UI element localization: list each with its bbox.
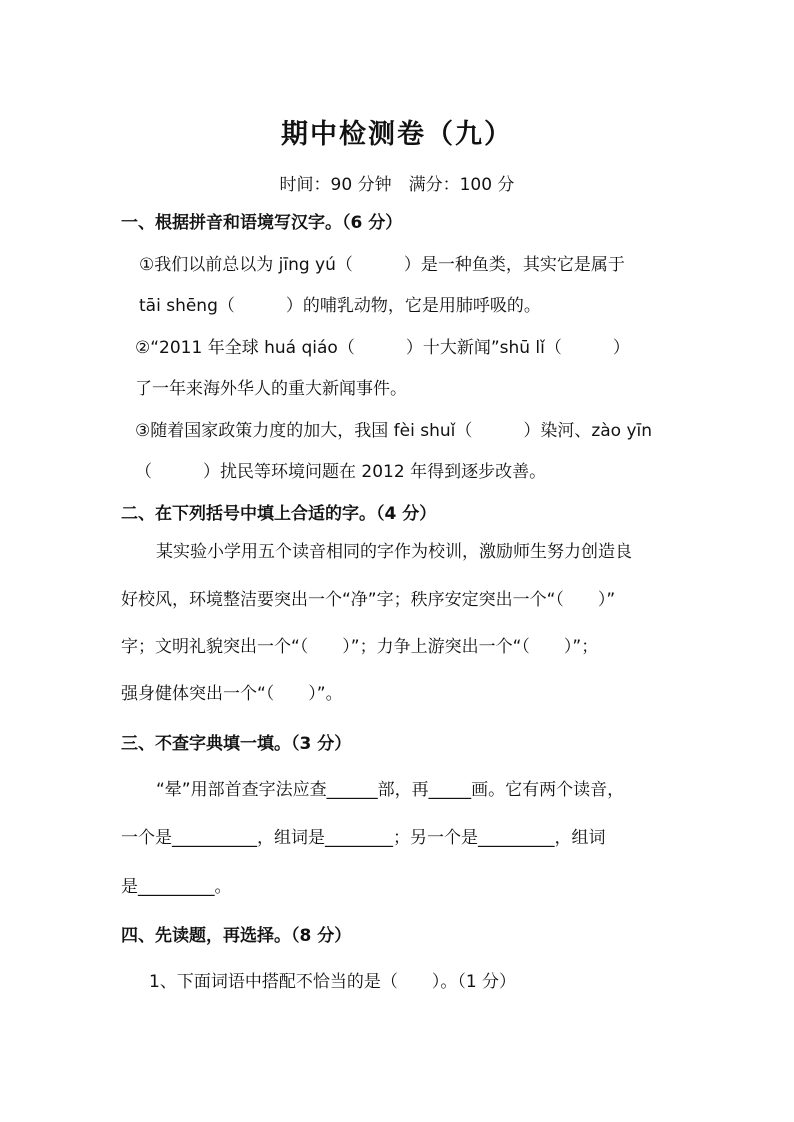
section-1-line-5: ③随着国家政策力度的加大，我国 fèi shuǐ（ ）染河、zào yīn	[135, 421, 653, 441]
section-heading-1: 一、根据拼音和语境写汉字。（6 分）	[121, 213, 403, 233]
section-3-line-3: 是_________。	[121, 877, 232, 897]
section-3-line-2: 一个是__________，组词是________；另一个是_________，组词	[121, 828, 606, 848]
section-2-line-2: 好校风，环境整洁要突出一个“净”字；秩序安定突出一个“（ ）”	[121, 590, 616, 610]
section-2-line-3: 字；文明礼貌突出一个“（ ）”；力争上游突出一个“（ ）”；	[121, 637, 599, 657]
page-title: 期中检测卷（九）	[281, 119, 513, 150]
exam-info: 时间：90 分钟 满分：100 分	[279, 175, 515, 195]
section-heading-4: 四、先读题，再选择。（8 分）	[121, 926, 352, 946]
section-1-line-2: tāi shēng（ ）的哺乳动物，它是用肺呼吸的。	[139, 296, 541, 316]
section-1-line-3: ②“2011 年全球 huá qiáo（ ）十大新闻”shū lǐ（ ）	[135, 338, 630, 358]
section-3-line-1: “晕”用部首查字法应查______部，再_____画。它有两个读音，	[156, 780, 625, 800]
section-2-line-1: 某实验小学用五个读音相同的字作为校训，激励师生努力创造良	[156, 542, 632, 562]
section-1-line-1: ①我们以前总以为 jīng yú（ ）是一种鱼类，其实它是属于	[139, 255, 625, 275]
section-1-line-4: 了一年来海外华人的重大新闻事件。	[135, 379, 407, 399]
section-1-line-6: （ ）扰民等环境问题在 2012 年得到逐步改善。	[135, 462, 547, 482]
section-heading-2: 二、在下列括号中填上合适的字。（4 分）	[121, 504, 437, 524]
section-heading-3: 三、不查字典填一填。（3 分）	[121, 734, 352, 754]
question-4-1: 1、下面词语中搭配不恰当的是（ ）。（1 分）	[149, 972, 517, 992]
section-2-line-4: 强身健体突出一个“（ ）”。	[121, 684, 343, 704]
